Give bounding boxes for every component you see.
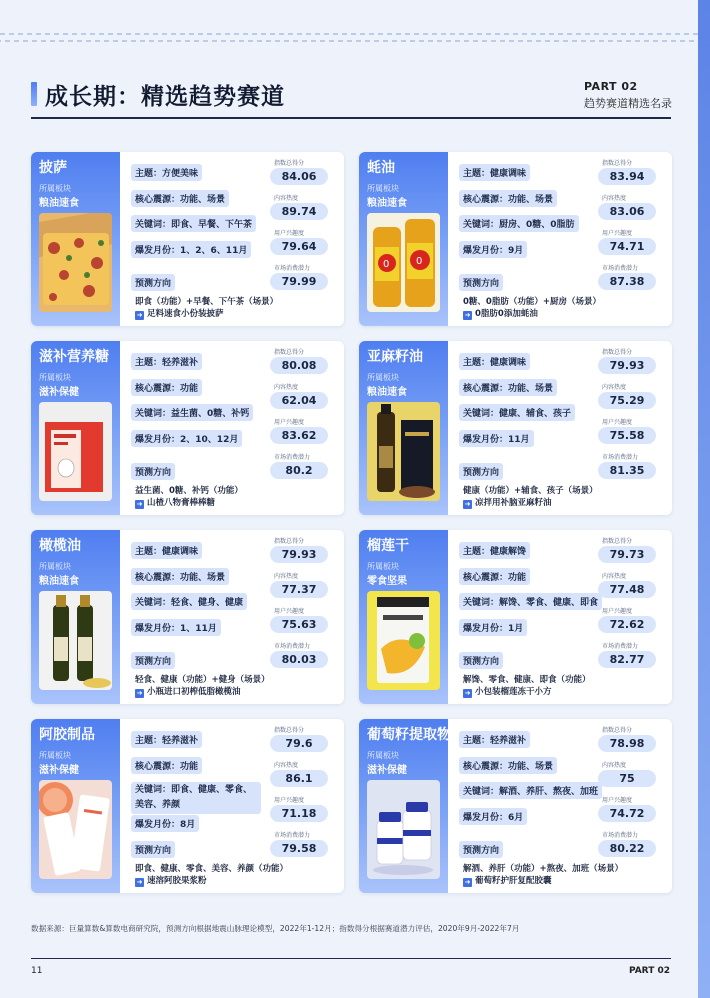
product-image xyxy=(39,780,112,879)
forecast-text: 益生菌、0糖、补钙（功能） xyxy=(135,486,243,496)
section-label: 所属板块 xyxy=(367,562,399,571)
card-sidebar xyxy=(359,152,448,326)
product-card xyxy=(31,341,344,515)
product-card xyxy=(31,719,344,893)
metric-label: 市场消费潜力 xyxy=(274,265,311,272)
theme-row: 主题：轻养滋补 xyxy=(131,731,202,748)
drivers-value: 功能、场景 xyxy=(180,195,226,205)
metric-user xyxy=(598,228,656,255)
months-value: 11月 xyxy=(508,435,530,445)
arrow-right-icon: ➜ xyxy=(464,311,471,319)
product-image xyxy=(39,591,112,690)
metric-content xyxy=(598,760,656,787)
metric-value: 75.58 xyxy=(598,427,656,444)
keywords-row: 关键词：轻食、健身、健康 xyxy=(131,593,247,610)
metric-label: 用户兴趣度 xyxy=(274,608,305,615)
theme-row: 主题：健康调味 xyxy=(459,353,530,370)
keywords-value: 益生菌、0糖、补钙 xyxy=(171,409,250,419)
section-value: 滋补保健 xyxy=(367,765,407,776)
metric-label: 市场消费潜力 xyxy=(602,832,639,839)
forecast-heading: 预测方向 xyxy=(131,841,175,858)
recommendation xyxy=(463,685,552,698)
product-image xyxy=(367,591,440,690)
months-row: 爆发月份：1、11月 xyxy=(131,619,221,636)
metric-value: 75.63 xyxy=(270,616,328,633)
metric-label: 用户兴趣度 xyxy=(274,797,305,804)
months-row: 爆发月份：6月 xyxy=(459,808,527,825)
keywords-value: 厨房、0糖、0脂肪 xyxy=(499,220,575,230)
drivers-value: 功能 xyxy=(180,384,199,394)
metric-index xyxy=(598,347,656,374)
card-sidebar xyxy=(31,152,120,326)
forecast-text: 即食（功能）+早餐、下午茶（场景） xyxy=(135,297,279,307)
section-value: 粮油速食 xyxy=(39,576,79,587)
metric-label: 内容热度 xyxy=(602,195,627,202)
recommendation-text: 0脂肪0添加蚝油 xyxy=(475,309,538,319)
theme-value: 轻养滋补 xyxy=(490,736,527,746)
drivers-value: 功能、场景 xyxy=(180,573,226,583)
product-image xyxy=(367,780,440,879)
metric-content xyxy=(598,382,656,409)
recommendation-text: 凉拌用补脑亚麻籽油 xyxy=(475,498,552,508)
product-name: 榴莲干 xyxy=(367,538,409,554)
page-title: 成长期：精选趋势赛道 xyxy=(45,84,285,110)
drivers-row: 核心震源：功能 xyxy=(459,568,530,585)
product-image xyxy=(367,402,440,501)
metric-value: 71.18 xyxy=(270,805,328,822)
drivers-value: 功能、场景 xyxy=(508,195,554,205)
months-row: 爆发月份：11月 xyxy=(459,430,534,447)
keywords-row: 关键词：即食、早餐、下午茶 xyxy=(131,215,256,232)
drivers-row: 核心震源：功能、场景 xyxy=(131,568,229,585)
forecast-text: 0糖、0脂肪（功能）+厨房（场景） xyxy=(463,297,601,307)
theme-row: 主题：健康调味 xyxy=(459,164,530,181)
keywords-row: 关键词：健康、辅食、孩子 xyxy=(459,404,575,421)
metric-value: 80.22 xyxy=(598,840,656,857)
drivers-row: 核心震源：功能、场景 xyxy=(459,757,557,774)
metric-value: 79.6 xyxy=(270,735,328,752)
theme-value: 轻养滋补 xyxy=(162,358,199,368)
arrow-right-icon: ➜ xyxy=(136,689,143,697)
card-sidebar xyxy=(359,341,448,515)
product-image xyxy=(367,213,440,312)
recommendation-text: 山楂八物膏棒棒糖 xyxy=(147,498,216,508)
metric-label: 用户兴趣度 xyxy=(602,419,633,426)
metric-value: 83.06 xyxy=(598,203,656,220)
metric-value: 87.38 xyxy=(598,273,656,290)
metric-value: 72.62 xyxy=(598,616,656,633)
metric-user xyxy=(270,417,328,444)
part-heading xyxy=(584,80,672,111)
metric-index xyxy=(598,536,656,563)
forecast-text: 健康（功能）+辅食、孩子（场景） xyxy=(463,486,598,496)
metric-value: 83.62 xyxy=(270,427,328,444)
keywords-value: 解馋、零食、健康、即食 xyxy=(499,598,599,608)
recommendation xyxy=(463,307,538,320)
metric-index xyxy=(598,158,656,185)
product-card xyxy=(359,719,672,893)
keywords-row: 关键词：解酒、养肝、熬夜、加班 xyxy=(459,782,602,799)
recommendation-text: 葡萄籽护肝复配胶囊 xyxy=(475,876,552,886)
keywords-row: 关键词：厨房、0糖、0脂肪 xyxy=(459,215,579,232)
arrow-right-icon: ➜ xyxy=(464,689,471,697)
card-sidebar xyxy=(31,530,120,704)
forecast-text: 解酒、养肝（功能）+熬夜、加班（场景） xyxy=(463,864,624,874)
metric-index xyxy=(270,725,328,752)
months-row: 爆发月份：1、2、6、11月 xyxy=(131,241,251,258)
metric-label: 用户兴趣度 xyxy=(602,797,633,804)
theme-row: 主题：健康调味 xyxy=(131,542,202,559)
arrow-right-icon: ➜ xyxy=(136,878,143,886)
metric-label: 指数总得分 xyxy=(274,538,305,545)
product-image xyxy=(39,213,112,312)
months-row: 爆发月份：1月 xyxy=(459,619,527,636)
part-subtitle: 趋势赛道精选名录 xyxy=(584,97,672,110)
drivers-row: 核心震源：功能、场景 xyxy=(131,190,229,207)
theme-value: 健康调味 xyxy=(490,169,527,179)
theme-value: 健康调味 xyxy=(490,358,527,368)
metric-label: 用户兴趣度 xyxy=(274,230,305,237)
drivers-value: 功能 xyxy=(508,573,527,583)
recommendation xyxy=(135,685,241,698)
months-value: 1、11月 xyxy=(180,624,217,634)
metric-label: 内容热度 xyxy=(602,762,627,769)
metric-value: 75.29 xyxy=(598,392,656,409)
product-card xyxy=(359,152,672,326)
months-row: 爆发月份：2、10、12月 xyxy=(131,430,242,447)
recommendation-text: 速溶阿胶果浆粉 xyxy=(147,876,207,886)
metric-label: 市场消费潜力 xyxy=(602,265,639,272)
recommendation xyxy=(135,307,224,320)
metric-value: 83.94 xyxy=(598,168,656,185)
metric-market xyxy=(598,263,656,290)
metric-value: 80.03 xyxy=(270,651,328,668)
metric-market xyxy=(270,263,328,290)
metric-market xyxy=(270,830,328,857)
metric-label: 指数总得分 xyxy=(602,160,633,167)
drivers-row: 核心震源：功能、场景 xyxy=(459,379,557,396)
metric-index xyxy=(270,536,328,563)
section-label: 所属板块 xyxy=(39,373,71,382)
product-card xyxy=(359,341,672,515)
product-name: 橄榄油 xyxy=(39,538,81,554)
metric-value: 80.08 xyxy=(270,357,328,374)
forecast-heading: 预测方向 xyxy=(459,274,503,291)
theme-value: 方便美味 xyxy=(162,169,199,179)
metric-user xyxy=(270,228,328,255)
drivers-value: 功能、场景 xyxy=(508,384,554,394)
metric-value: 79.99 xyxy=(270,273,328,290)
metric-value: 79.93 xyxy=(270,546,328,563)
drivers-value: 功能 xyxy=(180,762,199,772)
forecast-heading: 预测方向 xyxy=(131,463,175,480)
product-card xyxy=(31,152,344,326)
section-value: 滋补保健 xyxy=(39,387,79,398)
right-edge-rail xyxy=(698,0,710,998)
metric-content xyxy=(270,193,328,220)
section-label: 所属板块 xyxy=(39,184,71,193)
recommendation-text: 小瓶进口初榨低脂橄榄油 xyxy=(147,687,241,697)
theme-value: 轻养滋补 xyxy=(162,736,199,746)
metric-user xyxy=(598,795,656,822)
forecast-heading: 预测方向 xyxy=(459,652,503,669)
arrow-right-icon: ➜ xyxy=(136,500,143,508)
metric-value: 84.06 xyxy=(270,168,328,185)
title-accent-bar xyxy=(31,82,37,106)
metric-market xyxy=(270,641,328,668)
metric-index xyxy=(598,725,656,752)
arrow-right-icon: ➜ xyxy=(136,311,143,319)
forecast-heading: 预测方向 xyxy=(459,463,503,480)
metric-label: 内容热度 xyxy=(602,384,627,391)
metric-value: 82.77 xyxy=(598,651,656,668)
svg-text:0: 0 xyxy=(383,259,390,270)
product-name: 亚麻籽油 xyxy=(367,349,423,365)
card-sidebar xyxy=(31,719,120,893)
keywords-row: 关键词：即食、健康、零食、美容、养颜 xyxy=(131,782,261,814)
keywords-row: 关键词：益生菌、0糖、补钙 xyxy=(131,404,253,421)
data-source-note: 数据来源：巨量算数&算数电商研究院，预测方向根据地震山脉理论模型，2022年1-12月；指数得分根据赛道潜力评估，2020年9月-2022年7月 xyxy=(31,924,520,933)
months-value: 1、2、6、11月 xyxy=(180,246,248,256)
theme-row: 主题：方便美味 xyxy=(131,164,202,181)
metric-label: 指数总得分 xyxy=(602,538,633,545)
metric-value: 89.74 xyxy=(270,203,328,220)
section-label: 所属板块 xyxy=(39,562,71,571)
product-name: 阿胶制品 xyxy=(39,727,95,743)
metric-content xyxy=(270,760,328,787)
metric-value: 75 xyxy=(598,770,656,787)
metric-market xyxy=(598,452,656,479)
metric-user xyxy=(598,606,656,633)
product-name: 葡萄籽提取物 xyxy=(367,727,451,743)
recommendation xyxy=(463,496,552,509)
metric-value: 77.48 xyxy=(598,581,656,598)
product-name: 滋补营养糖 xyxy=(39,349,109,365)
product-name: 蚝油 xyxy=(367,160,395,176)
theme-row: 主题：健康解馋 xyxy=(459,542,530,559)
metric-value: 79.58 xyxy=(270,840,328,857)
months-value: 2、10、12月 xyxy=(180,435,239,445)
metric-label: 内容热度 xyxy=(274,195,299,202)
section-label: 所属板块 xyxy=(367,751,399,760)
section-label: 所属板块 xyxy=(39,751,71,760)
section-value: 粮油速食 xyxy=(367,198,407,209)
metric-index xyxy=(270,347,328,374)
forecast-heading: 预测方向 xyxy=(131,652,175,669)
metric-value: 62.04 xyxy=(270,392,328,409)
product-card xyxy=(31,530,344,704)
metric-label: 市场消费潜力 xyxy=(602,643,639,650)
product-card xyxy=(359,530,672,704)
metric-value: 74.71 xyxy=(598,238,656,255)
months-row: 爆发月份：9月 xyxy=(459,241,527,258)
metric-label: 市场消费潜力 xyxy=(274,643,311,650)
recommendation-text: 足料速食小份装披萨 xyxy=(147,309,224,319)
keywords-value: 即食、早餐、下午茶 xyxy=(171,220,253,230)
months-value: 9月 xyxy=(508,246,524,256)
metric-label: 指数总得分 xyxy=(602,727,633,734)
metric-market xyxy=(270,452,328,479)
part-label: PART 02 xyxy=(584,80,638,93)
drivers-row: 核心震源：功能 xyxy=(131,757,202,774)
card-sidebar xyxy=(359,530,448,704)
metric-label: 市场消费潜力 xyxy=(274,832,311,839)
theme-row: 主题：轻养滋补 xyxy=(131,353,202,370)
metric-label: 指数总得分 xyxy=(274,160,305,167)
metric-label: 内容热度 xyxy=(602,573,627,580)
metric-label: 内容热度 xyxy=(274,762,299,769)
footer-part-label: PART 02 xyxy=(628,966,670,976)
metric-content xyxy=(270,571,328,598)
forecast-text: 解馋、零食、健康、即食（功能） xyxy=(463,675,591,685)
forecast-heading: 预测方向 xyxy=(459,841,503,858)
recommendation-text: 小包装榴莲冻干小方 xyxy=(475,687,552,697)
metric-value: 77.37 xyxy=(270,581,328,598)
section-value: 粮油速食 xyxy=(39,198,79,209)
card-sidebar xyxy=(359,719,451,893)
months-row: 爆发月份：8月 xyxy=(131,815,199,832)
metric-user xyxy=(270,606,328,633)
metric-user xyxy=(598,417,656,444)
metric-label: 用户兴趣度 xyxy=(602,608,633,615)
metric-market xyxy=(598,830,656,857)
metric-market xyxy=(598,641,656,668)
metric-label: 市场消费潜力 xyxy=(274,454,311,461)
metric-value: 86.1 xyxy=(270,770,328,787)
footer-divider xyxy=(31,958,671,959)
keywords-value: 健康、辅食、孩子 xyxy=(499,409,572,419)
metric-content xyxy=(598,193,656,220)
metric-content xyxy=(270,382,328,409)
product-image xyxy=(39,402,112,501)
drivers-row: 核心震源：功能、场景 xyxy=(459,190,557,207)
section-value: 零食坚果 xyxy=(367,576,407,587)
months-value: 1月 xyxy=(508,624,524,634)
months-value: 8月 xyxy=(180,820,196,830)
recommendation xyxy=(463,874,552,887)
metric-index xyxy=(270,158,328,185)
keywords-value: 即食、健康、零食、美容、养颜 xyxy=(135,785,253,810)
metric-value: 79.93 xyxy=(598,357,656,374)
section-label: 所属板块 xyxy=(367,373,399,382)
section-value: 滋补保健 xyxy=(39,765,79,776)
metric-label: 指数总得分 xyxy=(274,727,305,734)
theme-value: 健康解馋 xyxy=(490,547,527,557)
metric-label: 内容热度 xyxy=(274,384,299,391)
metric-label: 指数总得分 xyxy=(602,349,633,356)
metric-value: 79.64 xyxy=(270,238,328,255)
card-sidebar xyxy=(31,341,120,515)
months-value: 6月 xyxy=(508,813,524,823)
section-label: 所属板块 xyxy=(367,184,399,193)
theme-row: 主题：轻养滋补 xyxy=(459,731,530,748)
recommendation xyxy=(135,496,215,509)
drivers-row: 核心震源：功能 xyxy=(131,379,202,396)
drivers-value: 功能、场景 xyxy=(508,762,554,772)
product-name: 披萨 xyxy=(39,160,67,176)
keywords-value: 轻食、健身、健康 xyxy=(171,598,244,608)
metric-label: 用户兴趣度 xyxy=(602,230,633,237)
metric-value: 78.98 xyxy=(598,735,656,752)
title-divider xyxy=(31,117,671,119)
metric-label: 内容热度 xyxy=(274,573,299,580)
keywords-value: 解酒、养肝、熬夜、加班 xyxy=(499,787,599,797)
arrow-right-icon: ➜ xyxy=(464,878,471,886)
keywords-row: 关键词：解馋、零食、健康、即食 xyxy=(459,593,602,610)
forecast-text: 即食、健康、零食、美容、养颜（功能） xyxy=(135,864,289,874)
recommendation xyxy=(135,874,207,887)
forecast-heading: 预测方向 xyxy=(131,274,175,291)
dashed-decoration xyxy=(0,30,698,44)
metric-value: 81.35 xyxy=(598,462,656,479)
metric-value: 79.73 xyxy=(598,546,656,563)
theme-value: 健康调味 xyxy=(162,547,199,557)
section-value: 粮油速食 xyxy=(367,387,407,398)
page-number: 11 xyxy=(31,966,43,976)
metric-label: 指数总得分 xyxy=(274,349,305,356)
svg-text:0: 0 xyxy=(416,256,423,267)
metric-label: 用户兴趣度 xyxy=(274,419,305,426)
arrow-right-icon: ➜ xyxy=(464,500,471,508)
metric-value: 80.2 xyxy=(270,462,328,479)
metric-user xyxy=(270,795,328,822)
metric-value: 74.72 xyxy=(598,805,656,822)
forecast-text: 轻食、健康（功能）+健身（场景） xyxy=(135,675,270,685)
metric-content xyxy=(598,571,656,598)
metric-label: 市场消费潜力 xyxy=(602,454,639,461)
